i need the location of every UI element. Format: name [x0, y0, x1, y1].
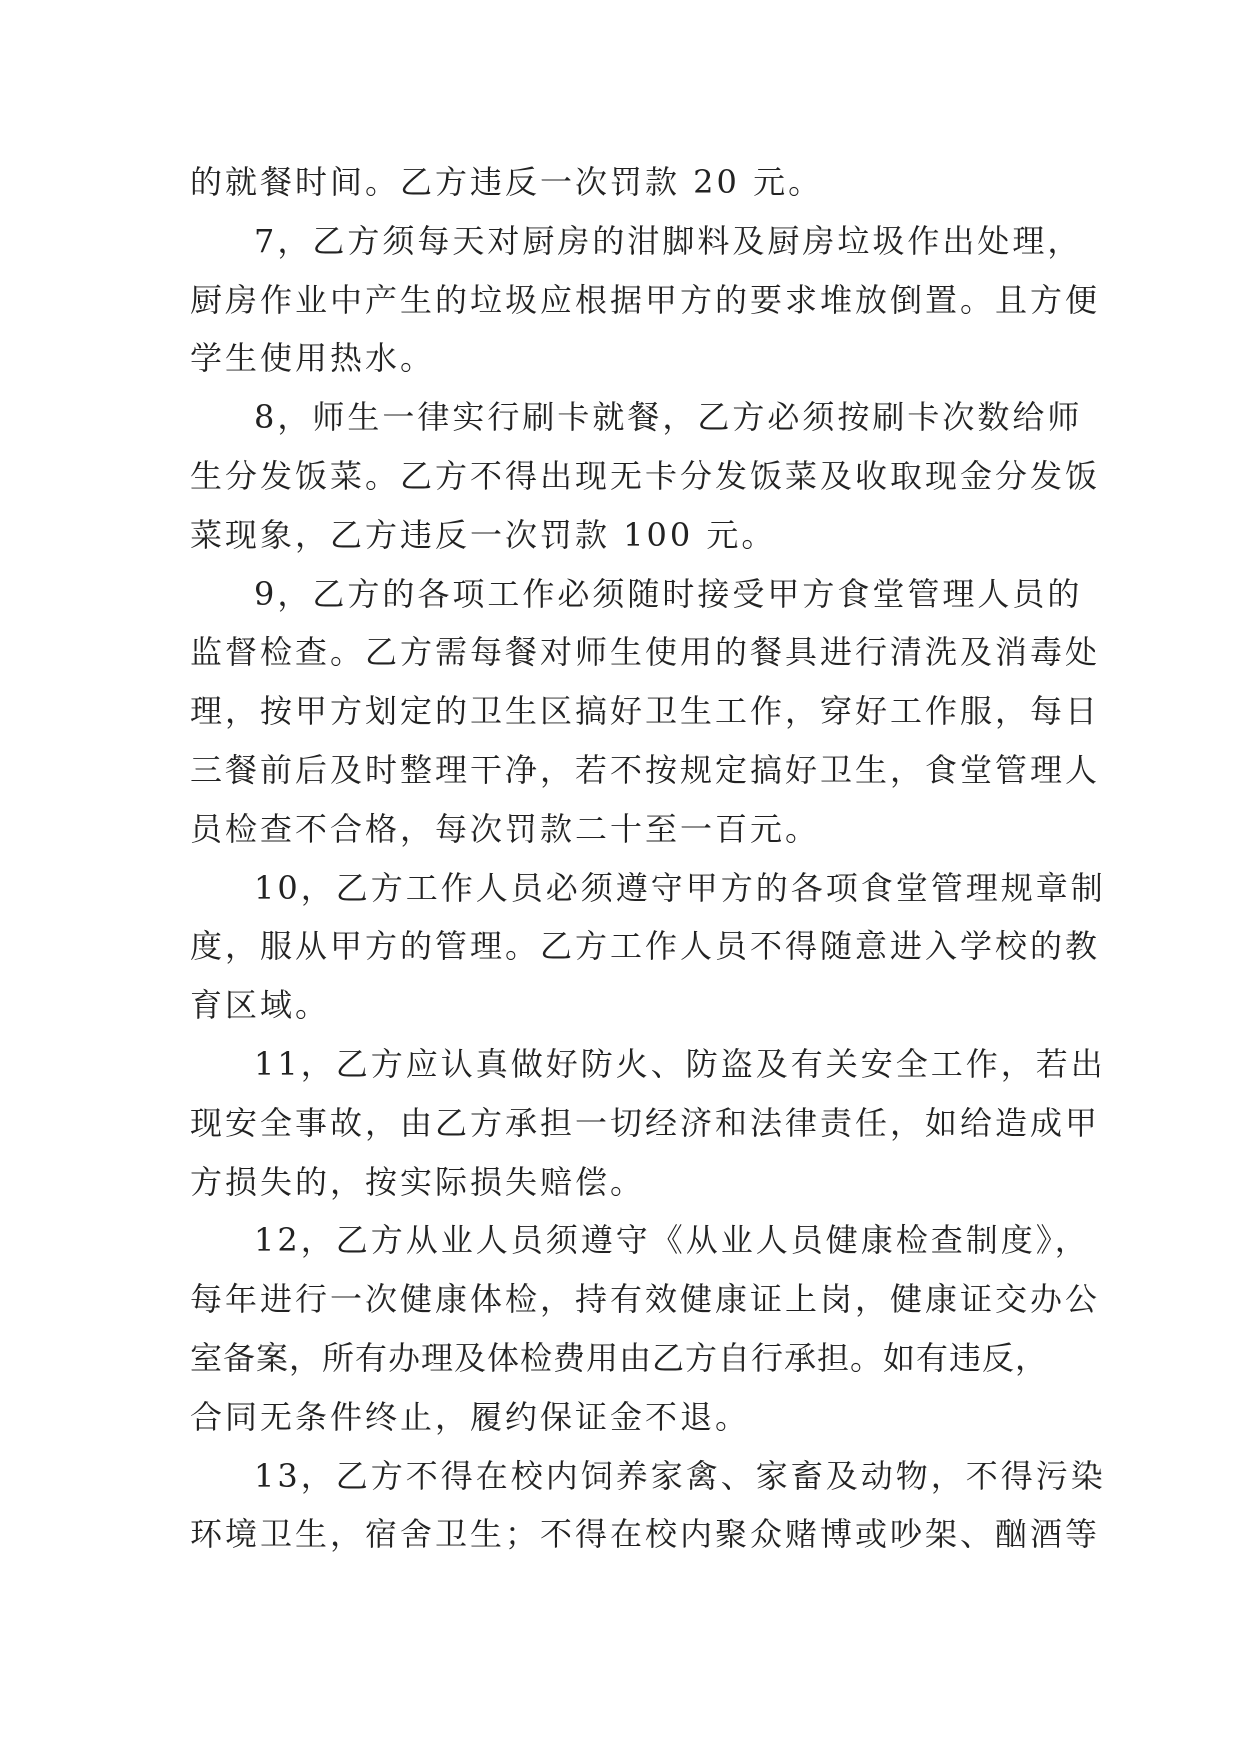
text-line: 理，按甲方划定的卫生区搞好卫生工作，穿好工作服，每日	[190, 692, 1101, 731]
text-line: 厨房作业中产生的垃圾应根据甲方的要求堆放倒置。且方便	[190, 280, 1101, 319]
text-line: 现安全事故，由乙方承担一切经济和法律责任，如给造成甲	[190, 1103, 1101, 1142]
text-line: 环境卫生，宿舍卫生；不得在校内聚众赌博或吵架、酗酒等	[190, 1515, 1101, 1554]
text-line: 育区域。	[190, 986, 331, 1025]
contract-text	[190, 153, 1106, 1564]
text-line: 合同无条件终止，履约保证金不退。	[190, 1397, 751, 1436]
text-line: 菜现象，乙方违反一次罚款 100 元。	[190, 515, 777, 554]
text-line: 监督检查。乙方需每餐对师生使用的餐具进行清洗及消毒处	[190, 633, 1101, 672]
clause-11-start: 11，乙方应认真做好防火、防盗及有关安全工作，若出	[254, 1044, 1106, 1083]
text-line: 度，服从甲方的管理。乙方工作人员不得随意进入学校的教	[190, 927, 1101, 966]
clause-10-start: 10，乙方工作人员必须遵守甲方的各项食堂管理规章制	[254, 868, 1106, 907]
text-line: 生分发饭菜。乙方不得出现无卡分发饭菜及收取现金分发饭	[190, 456, 1101, 495]
clause-9-start: 9，乙方的各项工作必须随时接受甲方食堂管理人员的	[254, 574, 1083, 613]
text-line: 员检查不合格，每次罚款二十至一百元。	[190, 809, 821, 848]
text-line: 方损失的，按实际损失赔偿。	[190, 1162, 646, 1201]
clause-13-start: 13，乙方不得在校内饲养家禽、家畜及动物，不得污染	[254, 1456, 1106, 1495]
clause-12-start: 12，乙方从业人员须遵守《从业人员健康检查制度》，	[254, 1221, 1090, 1260]
text-line: 室备案，所有办理及体检费用由乙方自行承担。如有违反，	[190, 1338, 1049, 1377]
text-line: 的就餐时间。乙方违反一次罚款 20 元。	[190, 163, 824, 201]
text-line: 每年进行一次健康体检，持有效健康证上岗，健康证交办公	[190, 1280, 1101, 1319]
clause-8-start: 8，师生一律实行刷卡就餐，乙方必须按刷卡次数给师	[254, 398, 1083, 437]
text-line: 学生使用热水。	[190, 339, 436, 378]
text-line: 三餐前后及时整理干净，若不按规定搞好卫生，食堂管理人	[190, 750, 1101, 789]
clause-7-start: 7，乙方须每天对厨房的泔脚料及厨房垃圾作出处理，	[254, 221, 1083, 260]
